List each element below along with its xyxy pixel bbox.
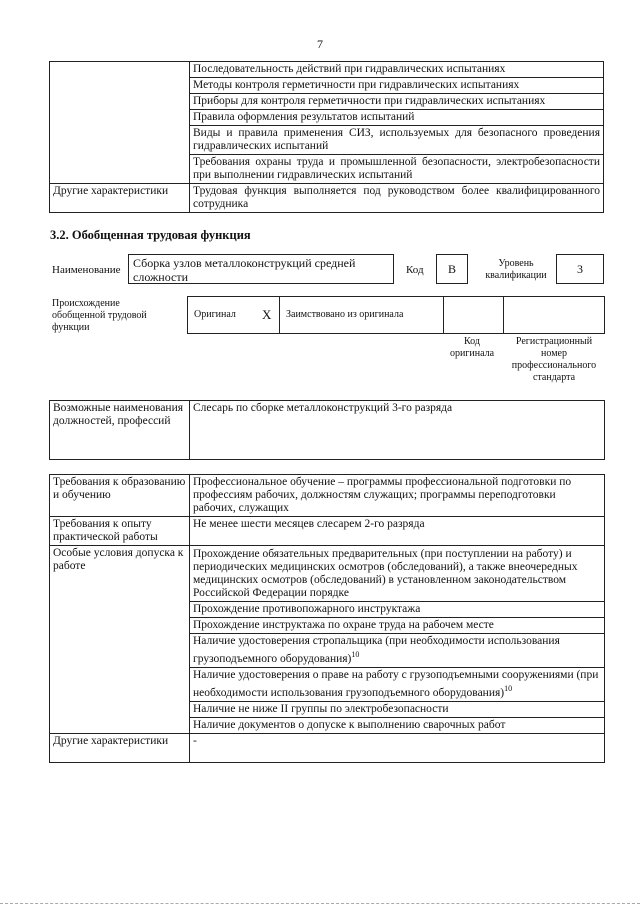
positions-label: Возможные наименования должностей, профессий [50,401,190,460]
level-value: 3 [556,254,604,284]
footnote-mark: 10 [351,650,360,659]
condition-text: Наличие удостоверения о праве на работу с грузоподъемными сооружениями (при необходимости использования грузоподъемного оборудования) [193,668,599,699]
table-row: Приборы для контроля герметичности при гидравлических испытаниях [190,94,604,110]
condition-item: Наличие документов о допуске к выполнению сварочных работ [190,717,605,733]
origin-box [187,296,605,334]
borrowed-label: Заимствовано из оригинала [286,309,404,320]
education-label: Требования к образованию и обучению [50,475,190,517]
bottom-divider [0,903,640,904]
original-label: Оригинал [194,309,236,320]
positions-table [49,400,605,460]
condition-item: Наличие не ниже II группы по электробезопасности [190,701,605,717]
condition-item: Прохождение обязательных предварительных (при поступлении на работу) и периодических медицинских осмотров (обследований), а также внеочередных медицинских осмотров (обследований) в установленном законодательством Российской Федерации порядке [190,546,605,602]
reg-number-caption: Регистрационный номер профессионального стандарта [511,336,597,383]
knowledge-table [49,61,604,213]
other-characteristics-label: Другие характеристики [50,184,190,213]
page-number: 7 [317,37,323,51]
table-row: Последовательность действий при гидравлических испытаниях [190,62,604,78]
table-row: Правила оформления результатов испытаний [190,110,604,126]
original-mark: X [262,307,272,322]
table-row: Методы контроля герметичности при гидравлических испытаниях [190,78,604,94]
name-label: Наименование [52,264,121,276]
function-name: Сборка узлов металлоконструкций средней сложности [128,254,394,284]
conditions-label: Особые условия допуска к работе [50,546,190,734]
level-label: Уровень квалификации [485,258,547,281]
code-original-caption: Код оригинала [449,336,495,359]
code-value: В [436,254,468,284]
education-value: Профессиональное обучение – программы профессиональной подготовки по профессиям рабочих, должностям служащих; программы переподготовки рабочих, служащих [190,475,605,517]
footnote-mark: 10 [504,683,513,693]
section-title: 3.2. Обобщенная трудовая функция [50,228,251,242]
condition-item [190,667,605,701]
condition-item: Прохождение инструктажа по охране труда на рабочем месте [190,618,605,634]
code-label: Код [406,264,424,276]
experience-label: Требования к опыту практической работы [50,517,190,546]
requirements-table [49,474,605,763]
experience-value: Не менее шести месяцев слесарем 2-го разряда [190,517,605,546]
table-row: Требования охраны труда и промышленной безопасности, электробезопасности при выполнении гидравлических испытаний [190,155,604,184]
empty-cell [50,62,190,184]
other-characteristics-value: - [190,733,605,762]
condition-text: Наличие удостоверения стропальщика (при необходимости использования грузоподъемного оборудования) [193,635,560,665]
condition-item: Прохождение противопожарного инструктажа [190,602,605,618]
positions-value: Слесарь по сборке металлоконструкций 3-го разряда [190,401,605,460]
other-characteristics-value: Трудовая функция выполняется под руководством более квалифицированного сотрудника [190,184,604,213]
origin-label: Происхождение обобщенной трудовой функции [52,298,147,333]
condition-item [190,634,605,668]
table-row: Виды и правила применения СИЗ, используемых для безопасного проведения гидравлических испытаний [190,126,604,155]
other-characteristics-label: Другие характеристики [50,733,190,762]
